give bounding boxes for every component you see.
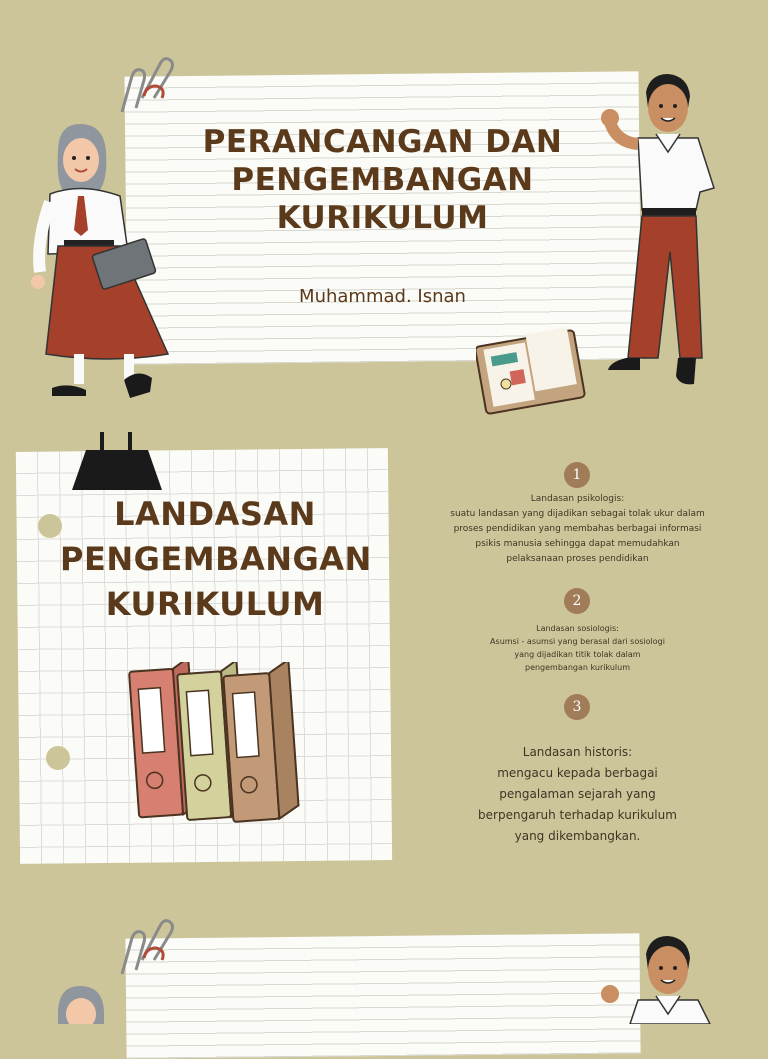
text-line: yang dijadikan titik tolak dalam (514, 650, 641, 659)
text-line: proses pendidikan yang membahas berbagai informasi (453, 524, 702, 534)
landasan-psikologis-text (440, 492, 715, 567)
binder-hole (38, 514, 62, 538)
section-title (60, 492, 370, 626)
student-girl-illustration (28, 122, 173, 402)
text-line: pengembangan kurikulum (524, 663, 631, 672)
next-slide-partial (0, 900, 768, 1024)
text-line: Landasan historis: (522, 745, 633, 759)
paperclip-icon (108, 52, 178, 116)
landasan-historis-text (440, 742, 715, 847)
title-line: PENGEMBANGAN (60, 539, 372, 578)
text-line: Landasan sosiologis: (536, 624, 619, 633)
text-line: yang dikembangkan. (514, 829, 641, 843)
step-badge-2: 2 (564, 588, 590, 614)
paperclip-icon (108, 914, 178, 978)
text-line: berpengaruh terhadap kurikulum (478, 808, 677, 822)
binders-illustration (128, 662, 300, 824)
title-line: KURIKULUM (105, 584, 325, 623)
student-girl-illustration (56, 984, 106, 1024)
student-boy-illustration (600, 934, 725, 1024)
text-line: mengacu kepada berbagai (497, 766, 658, 780)
step-badge-1: 1 (564, 462, 590, 488)
title-slide (0, 0, 768, 430)
text-line: pelaksanaan proses pendidikan (506, 554, 649, 564)
title-line: PENGEMBANGAN (231, 161, 534, 198)
title-line: LANDASAN (114, 495, 316, 533)
text-line: psikis manusia sehingga dapat memudahkan (475, 539, 680, 549)
text-line: Asumsi - asumsi yang berasal dari sosiologi (490, 637, 665, 646)
text-line: Landasan psikologis: (530, 494, 625, 504)
binder-hole (46, 746, 70, 770)
author-name: Muhammad. Isnan (299, 286, 466, 307)
landasan-sosiologis-text (440, 622, 715, 674)
text-line: pengalaman sejarah yang (499, 787, 656, 801)
lined-paper-card (125, 933, 640, 1058)
text-line: suatu landasan yang dijadikan sebagai tolak ukur dalam (450, 509, 705, 519)
student-boy-illustration (600, 72, 725, 392)
binder-clip-icon (70, 430, 164, 492)
content-slide (0, 430, 768, 880)
title-line: KURIKULUM (276, 199, 489, 236)
step-badge-3: 3 (564, 694, 590, 720)
presentation-title (160, 124, 605, 237)
notebook-icon (476, 324, 586, 416)
title-line: PERANCANGAN DAN (202, 124, 563, 160)
